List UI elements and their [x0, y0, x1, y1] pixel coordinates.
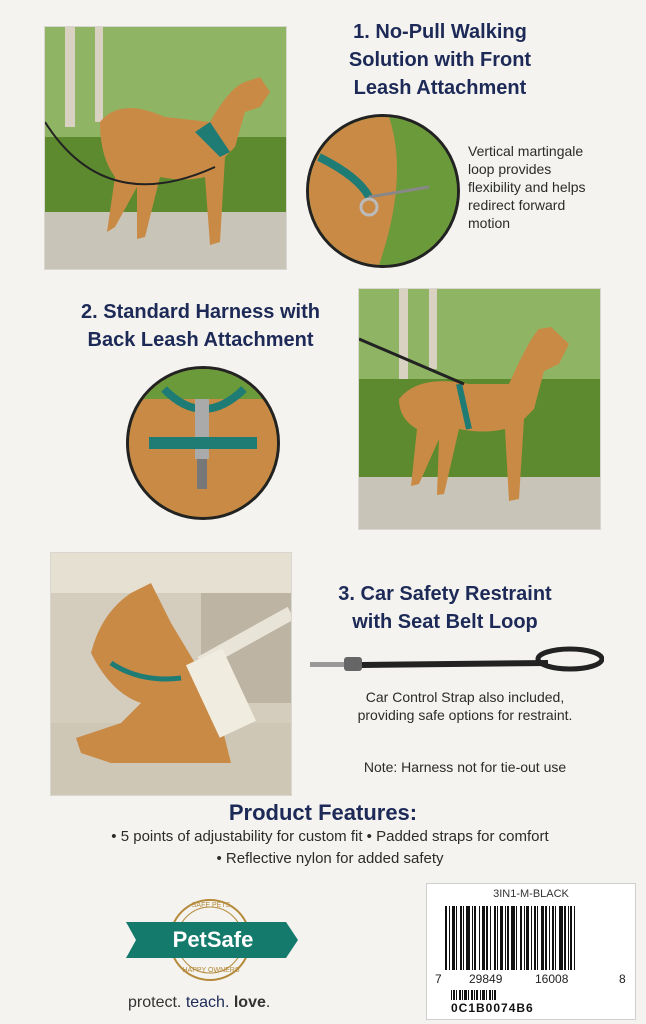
section-3-heading-line-2: with Seat Belt Loop — [352, 611, 538, 633]
barcode-digit-right: 8 — [619, 972, 626, 986]
bullet-icon: • — [111, 828, 121, 845]
closeup-image-1 — [309, 117, 457, 265]
barcode-digit-left: 7 — [435, 972, 442, 986]
barcode-bars — [445, 906, 615, 970]
closeup-back-leash-attachment — [126, 366, 280, 520]
strap-illustration — [308, 645, 604, 681]
tagline-love: love — [233, 994, 266, 1011]
bullet-icon: • — [366, 828, 377, 845]
features-row-2 — [60, 850, 600, 867]
section-3-heading-line-1: 3. Car Safety Restraint — [338, 583, 552, 605]
section-1-heading-line-2: Solution with Front — [348, 49, 532, 71]
lot-barcode-bars — [451, 990, 551, 1000]
feature-item: 5 points of adjustability for custom fit — [120, 828, 363, 845]
section-3-detail — [310, 688, 620, 724]
section-1-detail-line: Vertical martingale — [468, 143, 584, 159]
barcode-sku: 3IN1-M-BLACK — [493, 888, 569, 900]
dog-photo-1 — [45, 27, 286, 269]
dog-photo-3 — [51, 553, 291, 795]
car-control-strap-image — [308, 645, 604, 681]
section-1-heading — [320, 18, 560, 102]
section-1-heading-line-1: 1. No-Pull Walking — [353, 21, 527, 43]
section-1-detail-line: motion — [468, 215, 511, 231]
feature-item: Reflective nylon for added safety — [225, 850, 444, 867]
dog-photo-2 — [359, 289, 600, 529]
section-1-detail — [468, 142, 628, 232]
photo-dog-car-seat — [50, 552, 292, 796]
section-3-detail-line: providing safe options for restraint. — [357, 707, 573, 723]
section-1-heading-line-3: Leash Attachment — [353, 77, 527, 99]
tagline-teach: teach. — [185, 994, 230, 1011]
section-1-detail-line: flexibility and helps — [468, 179, 586, 195]
tie-out-note: Note: Harness not for tie-out use — [363, 759, 567, 775]
features-title: Product Features: — [228, 800, 418, 825]
section-2-heading-line-1: 2. Standard Harness with — [81, 301, 320, 323]
section-1-detail-line: redirect forward — [468, 197, 566, 213]
barcode-digits-group-1: 29849 — [469, 972, 503, 986]
closeup-image-2 — [129, 369, 277, 517]
petsafe-logo — [126, 894, 301, 984]
section-2-heading-line-2: Back Leash Attachment — [87, 329, 314, 351]
bullet-icon: • — [216, 850, 226, 867]
section-2-heading — [58, 298, 343, 354]
closeup-front-leash-loop — [306, 114, 460, 268]
barcode-panel — [426, 883, 636, 1020]
tagline-protect: protect. — [128, 994, 182, 1011]
features-row-1 — [60, 828, 600, 845]
logo-seal-top: SAFE PETS — [191, 902, 231, 909]
photo-dog-back-leash — [358, 288, 601, 530]
feature-item: Padded straps for comfort — [376, 828, 549, 845]
barcode-digits-group-2: 16008 — [535, 972, 569, 986]
brand-tagline — [128, 994, 270, 1012]
barcode-lot-number: 0C1B0074B6 — [451, 1001, 534, 1015]
section-1-detail-line: loop provides — [468, 161, 552, 177]
logo-seal-bottom: HAPPY OWNERS — [182, 967, 240, 974]
logo-brand-name: PetSafe — [172, 927, 254, 952]
photo-dog-walking-front-leash — [44, 26, 287, 270]
tagline-period: . — [265, 994, 271, 1011]
section-3-detail-line: Car Control Strap also included, — [365, 689, 565, 705]
section-3-heading — [315, 580, 575, 636]
